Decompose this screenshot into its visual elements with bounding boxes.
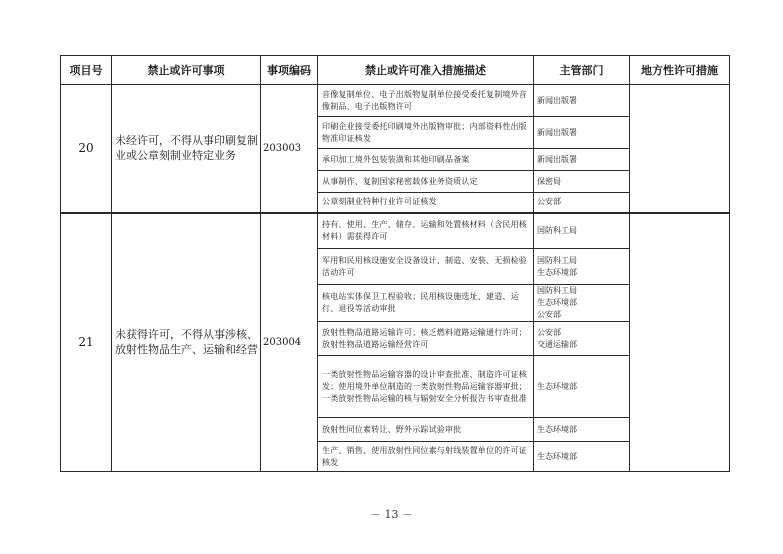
local-measure-cell bbox=[630, 213, 730, 472]
department-name: 国防科工局 bbox=[537, 255, 577, 265]
measure-description: 核电站实体保卫工程验收；民用核设施选址、建造、运行、退役等活动审批 bbox=[318, 285, 534, 322]
department-name: 生态环境部 bbox=[537, 424, 577, 434]
department-cell bbox=[534, 322, 630, 356]
header-department: 主管部门 bbox=[534, 56, 630, 85]
header-item-number: 项目号 bbox=[61, 56, 112, 85]
department-name: 公安部 bbox=[537, 327, 561, 337]
department-name: 公安部 bbox=[537, 197, 561, 207]
header-item-code: 事项编码 bbox=[261, 56, 318, 85]
item-number: 21 bbox=[61, 213, 112, 472]
measure-description: 公章刻制业特种行业许可证核发 bbox=[318, 193, 534, 213]
item-name: 未经许可，不得从事印刷复制业或公章刻制业特定业务 bbox=[112, 85, 261, 213]
measure-description: 放射性同位素转让、野外示踪试验审批 bbox=[318, 418, 534, 442]
department-name: 新闻出版署 bbox=[537, 127, 577, 137]
department-cell bbox=[534, 249, 630, 285]
header-measure-description: 禁止或许可准入措施描述 bbox=[318, 56, 534, 85]
measure-description: 印刷企业接受委托印刷境外出版物审批；内部资料性出版物准印证核发 bbox=[318, 117, 534, 149]
measure-description: 音像复制单位、电子出版物复制单位接受委托复制境外音像制品、电子出版物许可 bbox=[318, 85, 534, 117]
item-number: 20 bbox=[61, 85, 112, 213]
department-name: 新闻出版署 bbox=[537, 154, 577, 164]
department-name: 生态环境部 bbox=[537, 298, 577, 307]
department-name: 交通运输部 bbox=[537, 339, 577, 349]
department-name: 保密局 bbox=[537, 176, 561, 186]
department-cell bbox=[534, 171, 630, 193]
department-cell bbox=[534, 285, 630, 322]
table-row bbox=[61, 85, 730, 117]
department-name: 国防科工局 bbox=[537, 225, 577, 235]
department-name: 生态环境部 bbox=[537, 267, 577, 277]
department-cell bbox=[534, 442, 630, 472]
measure-description: 军用和民用核设施安全设备设计、制造、安装、无损检验活动许可 bbox=[318, 249, 534, 285]
department-name: 公安部 bbox=[537, 310, 561, 319]
department-cell bbox=[534, 149, 630, 171]
table-header-row bbox=[61, 56, 730, 85]
measure-description: 承印加工境外包装装潢和其他印刷品备案 bbox=[318, 149, 534, 171]
department-cell bbox=[534, 117, 630, 149]
header-local-measure: 地方性许可措施 bbox=[630, 56, 730, 85]
measure-description: 持有、使用、生产、储存、运输和处置核材料（含民用核材料）需获得许可 bbox=[318, 213, 534, 249]
department-cell bbox=[534, 193, 630, 213]
item-code: 203003 bbox=[261, 85, 318, 213]
catalog-table bbox=[60, 55, 730, 472]
measure-description: 一类放射性物品运输容器的设计审查批准、制造许可证核发；使用境外单位制造的一类放射性物品运输容器审批；一类放射性物品运输的核与辐射安全分析报告书审查批准 bbox=[318, 356, 534, 418]
page-number: － 13 － bbox=[370, 508, 413, 521]
table-row bbox=[61, 213, 730, 249]
department-cell bbox=[534, 418, 630, 442]
department-name: 国防科工局 bbox=[537, 286, 577, 295]
local-measure-cell bbox=[630, 85, 730, 213]
department-cell bbox=[534, 85, 630, 117]
department-name: 生态环境部 bbox=[537, 381, 577, 391]
measure-description: 从事制作、复制国家秘密载体业务资质认定 bbox=[318, 171, 534, 193]
department-cell bbox=[534, 213, 630, 249]
department-name: 新闻出版署 bbox=[537, 95, 577, 105]
measure-description: 放射性物品道路运输许可；核乏燃料道路运输通行许可；放射性物品道路运输经营许可 bbox=[318, 322, 534, 356]
department-name: 生态环境部 bbox=[537, 451, 577, 461]
item-name: 未获得许可，不得从事涉核、放射性物品生产、运输和经营 bbox=[112, 213, 261, 472]
item-code: 203004 bbox=[261, 213, 318, 472]
header-item-name: 禁止或许可事项 bbox=[112, 56, 261, 85]
department-cell bbox=[534, 356, 630, 418]
measure-description: 生产、销售、使用放射性同位素与射线装置单位的许可证核发 bbox=[318, 442, 534, 472]
